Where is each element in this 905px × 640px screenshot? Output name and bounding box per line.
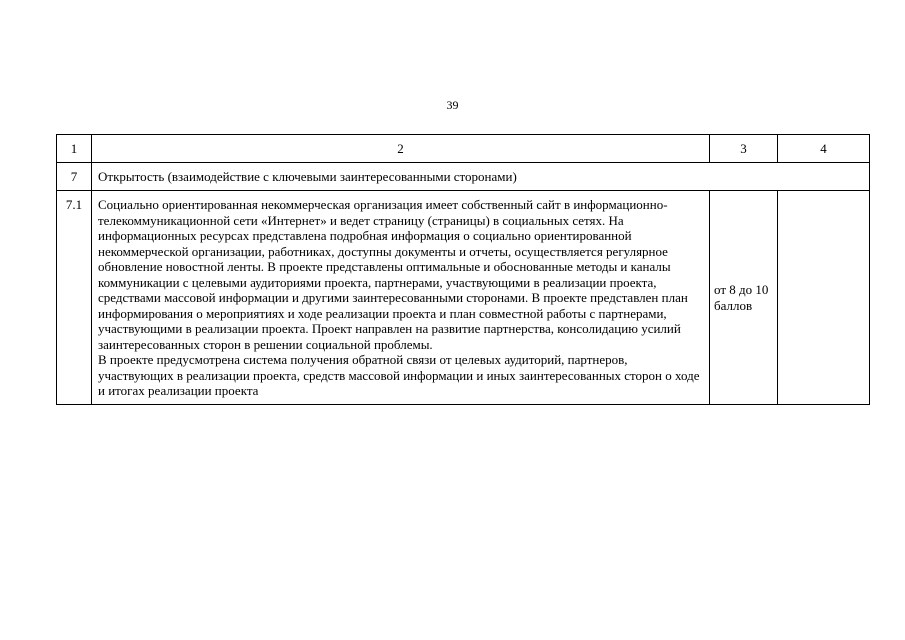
criterion-paragraph: Социально ориентированная некоммерческая организация имеет собственный сайт в информационно-телекоммуникационной сети «Интернет» и ведет страницу (страницы) в социальных сетях. На информационных ресурсах представлена подробная информация о социально ориентированной некоммерческой организации, работниках, доступны документы и отчеты, осуществляется регулярное обновление новостной ленты. В проекте представлены оптимальные и обоснованные методы и каналы коммуникации с целевыми аудиториями проекта, партнерами, участвующими в реализации проекта, средствами массовой информации и другими заинтересованными сторонами. В проекте представлен план информирования о мероприятиях и ходе реализации проекта и план совместной работы с партнерами, участвующими в реализации проекта. Проект направлен на развитие партнерства, консолидацию усилий заинтересованных сторон в решении социальной проблемы. <box>98 197 688 352</box>
criterion-note <box>778 191 870 405</box>
header-cell-4: 4 <box>778 135 870 163</box>
criterion-paragraph: В проекте предусмотрена система получения обратной связи от целевых аудиторий, партнеров, участвующих в реализации проекта, средств массовой информации и иных заинтересованных сторон о ходе и итогах реализации проекта <box>98 352 700 398</box>
criteria-table <box>56 134 870 405</box>
section-number: 7 <box>57 163 92 191</box>
criterion-number: 7.1 <box>57 191 92 405</box>
header-cell-2: 2 <box>92 135 710 163</box>
table-header-row <box>57 135 870 163</box>
table-row <box>57 191 870 405</box>
section-title: Открытость (взаимодействие с ключевыми заинтересованными сторонами) <box>92 163 870 191</box>
header-cell-3: 3 <box>710 135 778 163</box>
header-cell-1: 1 <box>57 135 92 163</box>
page-number: 39 <box>446 98 459 112</box>
criterion-description <box>92 191 710 405</box>
criterion-score: от 8 до 10 баллов <box>710 191 778 405</box>
section-row <box>57 163 870 191</box>
